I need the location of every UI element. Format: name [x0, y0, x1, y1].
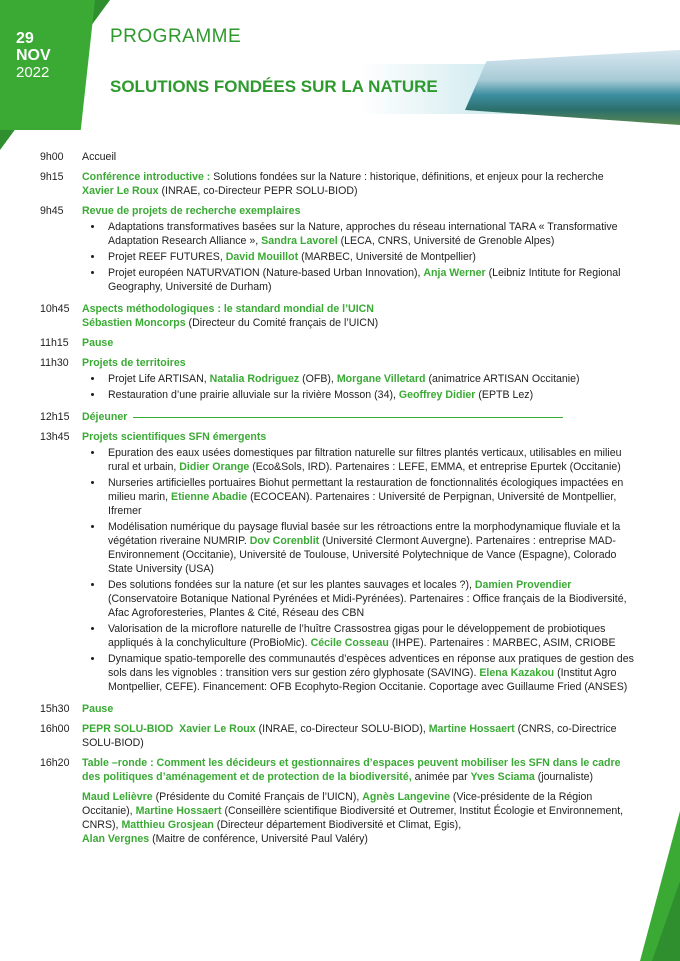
speaker-affiliation: (Directeur département Biodiversité et Climat, Egis),	[213, 819, 462, 831]
session-11h30	[40, 356, 640, 404]
session-time: 16h00	[40, 723, 70, 735]
speaker-affiliation: (journaliste)	[534, 771, 594, 783]
speaker-name: Xavier Le Roux	[179, 723, 256, 735]
session-title: PEPR SOLU-BIOD	[82, 723, 174, 735]
session-title: Table –ronde : Comment les décideurs et gestionnaires d’espaces peuvent mobiliser les SFN dans le cadre des politiques d’aménagement et de protection de la biodiversité,	[82, 757, 621, 783]
list-item	[104, 220, 640, 248]
speaker-affiliation: (Eco&Sols, IRD). Partenaires : LEFE, EMMA, et entreprise Epurtek (Occitanie)	[249, 461, 621, 473]
speaker-name: Cécile Cosseau	[310, 637, 389, 649]
speaker-affiliation: (IHPE). Partenaires : MARBEC, ASIM, CRIOBE	[388, 637, 616, 649]
speaker-affiliation: (LECA, CNRS, Université de Grenoble Alpes)	[337, 235, 555, 247]
page-title: SOLUTIONS FONDÉES SUR LA NATURE	[110, 77, 438, 96]
session-title: Conférence introductive :	[82, 171, 211, 183]
list-item	[104, 652, 640, 694]
session-title: Déjeuner	[82, 411, 128, 423]
session-16h20	[40, 756, 640, 846]
session-time: 11h30	[40, 357, 69, 369]
session-9h15	[40, 170, 640, 198]
programme-label: PROGRAMME	[110, 26, 242, 47]
session-13h45	[40, 430, 640, 696]
session-12h15	[40, 410, 640, 424]
item-text: Epuration des eaux usées domestiques par filtration naturelle sur filtres plantés verticaux, utilisables en milieu rural et urbain,	[108, 447, 622, 473]
item-text: Restauration d’une prairie alluviale sur la rivière Mosson (34),	[108, 389, 399, 401]
speaker-affiliation: (Leibniz Intitute for Regional Geography, Université de Durham)	[108, 267, 621, 293]
list-item	[104, 266, 640, 294]
list-item	[104, 578, 640, 620]
speaker-name: Martine Hossaert	[135, 805, 222, 817]
item-text: Dynamique spatio-temporelle des communautés d’espèces adventices en réponse aux pratiques de gestion des sols dans les vignobles : transition vers sur gestion zéro glyphosate (SAVING).	[108, 653, 634, 679]
speaker-name: Matthieu Grosjean	[121, 819, 214, 831]
session-time: 15h30	[40, 703, 70, 715]
speaker-name: Damien Provendier	[474, 579, 572, 591]
programme-list	[40, 150, 640, 852]
item-text: Des solutions fondées sur la nature (et sur les plantes sauvages et locales ?),	[108, 579, 475, 591]
session-title: Pause	[82, 337, 114, 349]
speaker-affiliation: (Institut Agro Montpellier, CEFE). Financement: OFB Ecophyto-Region Occitanie. Coportage avec Guillaume Fried (ANSES)	[108, 667, 628, 693]
date-year: 2022	[16, 64, 50, 81]
speaker-affiliation: (ECOCEAN). Partenaires : Université de Perpignan, Université de Montpellier, Ifremer	[108, 491, 617, 517]
speaker-affiliation: (Directeur du Comité français de l’UICN)	[185, 317, 379, 329]
session-title: Projets de territoires	[82, 357, 186, 369]
speaker-name: Didier Orange	[179, 461, 250, 473]
speaker-name: Anja Werner	[423, 267, 486, 279]
speaker-name: Sébastien Moncorps	[82, 317, 186, 329]
session-time: 9h45	[40, 205, 64, 217]
speaker-name: Geoffrey Didier	[398, 389, 476, 401]
date-day: 29	[16, 30, 34, 47]
session-time: 9h00	[40, 151, 64, 163]
speaker-name: Sandra Lavorel	[261, 235, 338, 247]
session-10h45	[40, 302, 640, 330]
session-title: Revue de projets de recherche exemplaires	[82, 205, 301, 217]
speaker-name: Maud Lelièvre	[82, 791, 153, 803]
session-time: 12h15	[40, 411, 70, 423]
speaker-affiliation: (INRAE, co-Directeur PEPR SOLU-BIOD)	[158, 185, 358, 197]
session-title: Projets scientifiques SFN émergents	[82, 431, 267, 443]
session-title: Aspects méthodologiques : le standard mondial de l’UICN	[82, 303, 374, 315]
session-text: Accueil	[82, 151, 117, 163]
speaker-name: Dov Corenblit	[249, 535, 320, 547]
speaker-name: Alan Vergnes	[82, 833, 150, 845]
date-block	[16, 30, 51, 81]
session-title: Pause	[82, 703, 114, 715]
speaker-affiliation: (CNRS, co-Directrice SOLU-BIOD)	[82, 723, 617, 749]
speaker-affiliation: (Maitre de conférence, Université Paul Valéry)	[149, 833, 368, 845]
speaker-affiliation: (Présidente du Comité Français de l’UICN),	[152, 791, 363, 803]
list-item	[104, 388, 640, 402]
session-15h30	[40, 702, 640, 716]
item-text: Projet Life ARTISAN,	[108, 373, 210, 385]
speaker-affiliation: (Vice-présidente de la Région Occitanie),	[82, 791, 593, 817]
divider	[133, 417, 563, 418]
speaker-affiliation: (INRAE, co-Directeur SOLU-BIOD),	[255, 723, 429, 735]
date-month: NOV	[16, 47, 51, 64]
session-text: animée par	[411, 771, 471, 783]
speaker-name: Agnès Langevine	[362, 791, 450, 803]
item-text: Valorisation de la microflore naturelle de l’huître Crassostrea gigas pour le développement de probiotiques appliqués à la conchyliculture (ProBioMic).	[108, 623, 606, 649]
speaker-affiliation: (OFB),	[299, 373, 337, 385]
session-time: 11h15	[40, 337, 69, 349]
list-item	[104, 476, 640, 518]
speaker-name: Morgane Villetard	[336, 373, 426, 385]
list-item	[104, 622, 640, 650]
speaker-affiliation: (animatrice ARTISAN Occitanie)	[425, 373, 580, 385]
speaker-affiliation: (Conseillère scientifique Biodiversité et Outremer, Institut Écologie et Environnement, CNRS),	[82, 805, 624, 831]
session-time: 10h45	[40, 303, 70, 315]
speaker-name: Elena Kazakou	[479, 667, 555, 679]
item-text: Adaptations transformatives basées sur la Nature, approches du réseau international TARA « Transformative Adaptation Research Alliance »,	[108, 221, 618, 247]
speaker-name: Etienne Abadie	[171, 491, 248, 503]
speaker-affiliation: (EPTB Lez)	[475, 389, 534, 401]
item-text: Projet REEF FUTURES,	[108, 251, 226, 263]
speaker-affiliation: (MARBEC, Université de Montpellier)	[298, 251, 476, 263]
session-11h15	[40, 336, 640, 350]
list-item	[104, 446, 640, 474]
panelists	[82, 790, 640, 846]
session-9h45	[40, 204, 640, 296]
speaker-affiliation: (Université Clermont Auvergne). Partenaires : entreprise MAD-Environnement (Occitanie), Université de Toulouse, Université Polytechnique de Vance (Espagne), Colorado State University (USA)	[108, 535, 617, 575]
speaker-name: Xavier Le Roux	[82, 185, 159, 197]
session-time: 16h20	[40, 757, 70, 769]
list-item	[104, 372, 640, 386]
list-item	[104, 250, 640, 264]
speaker-name: David Mouillot	[225, 251, 299, 263]
speaker-name: Martine Hossaert	[428, 723, 515, 735]
session-time: 9h15	[40, 171, 64, 183]
speaker-name: Natalia Rodriguez	[209, 373, 300, 385]
session-16h00	[40, 722, 640, 750]
speaker-name: Yves Sciama	[470, 771, 535, 783]
item-text: Nurseries artificielles portuaires Biohut permettant la restauration de fonctionnalités écologiques impactées en milieu marin,	[108, 477, 624, 503]
session-time: 13h45	[40, 431, 70, 443]
speaker-affiliation: (Conservatoire Botanique National Pyrénées et Midi-Pyrénées). Partenaires : Office français de la Biodiversité, Afac Agroforesteries, Plantes & Cité, Réseau des CBN	[108, 593, 627, 619]
item-text: Projet européen NATURVATION (Nature-based Urban Innovation),	[108, 267, 424, 279]
session-9h00	[40, 150, 640, 164]
session-text: Solutions fondées sur la Nature : historique, définitions, et enjeux pour la recherche	[210, 171, 604, 183]
list-item	[104, 520, 640, 576]
item-text: Modélisation numérique du paysage fluvial basée sur les rétroactions entre la morphodynamique fluviale et la végétation riveraine NUMRIP.	[108, 521, 621, 547]
